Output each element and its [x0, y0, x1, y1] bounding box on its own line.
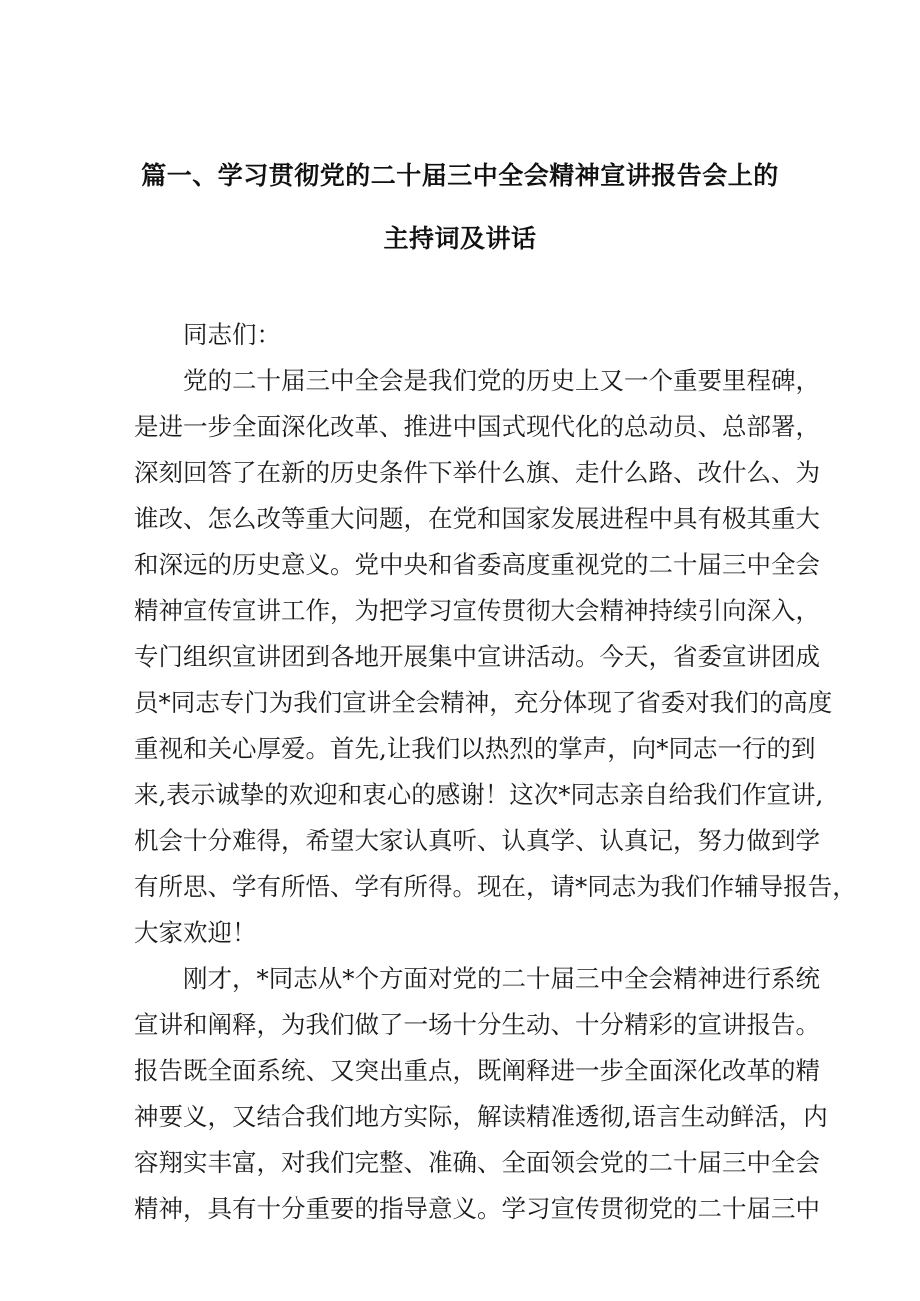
paragraph-line: 深刻回答了在新的历史条件下举什么旗、走什么路、改什么、为	[134, 458, 820, 487]
paragraph-line: 精神宣传宣讲工作，为把学习宣传贯彻大会精神持续引向深入，	[134, 596, 820, 625]
paragraph-line: 容翔实丰富，对我们完整、准确、全面领会党的二十届三中全会	[134, 1148, 820, 1177]
paragraph-line: 宣讲和阐释，为我们做了一场十分生动、十分精彩的宣讲报告。	[134, 1010, 820, 1039]
paragraph-line: 机会十分难得，希望大家认真听、认真学、认真记，努力做到学	[134, 826, 820, 855]
document-title-line-2: 主持词及讲话	[383, 224, 537, 253]
paragraph-line: 精神，具有十分重要的指导意义。学习宣传贯彻党的二十届三中	[134, 1194, 820, 1223]
paragraph-line: 大家欢迎！	[134, 918, 257, 947]
paragraph-line: 谁改、怎么改等重大问题，在党和国家发展进程中具有极其重大	[134, 504, 820, 533]
document-title-line-1: 篇一、学习贯彻党的二十届三中全会精神宣讲报告会上的	[141, 161, 779, 190]
paragraph-line: 是进一步全面深化改革、推进中国式现代化的总动员、总部署，	[134, 412, 820, 441]
paragraph-line: 专门组织宣讲团到各地开展集中宣讲活动。今天，省委宣讲团成	[134, 642, 820, 671]
paragraph-line: 重视和关心厚爱。首先,让我们以热烈的掌声，向*同志一行的到	[134, 734, 816, 763]
paragraph-line: 有所思、学有所悟、学有所得。现在，请*同志为我们作辅导报告，	[134, 872, 857, 901]
paragraph-line: 党的二十届三中全会是我们党的历史上又一个重要里程碑，	[183, 366, 820, 395]
paragraph-line: 员*同志专门为我们宣讲全会精神，充分体现了省委对我们的高度	[134, 688, 833, 717]
paragraph-line: 和深远的历史意义。党中央和省委高度重视党的二十届三中全会	[134, 550, 820, 579]
paragraph-line: 神要义，又结合我们地方实际，解读精准透彻,语言生动鲜活，内	[134, 1102, 828, 1131]
salutation: 同志们：	[183, 320, 281, 349]
paragraph-line: 来,表示诚挚的欢迎和衷心的感谢！这次*同志亲自给我们作宣讲,	[134, 780, 824, 809]
paragraph-line: 报告既全面系统、又突出重点，既阐释进一步全面深化改革的精	[134, 1056, 820, 1085]
paragraph-line: 刚才，*同志从*个方面对党的二十届三中全会精神进行系统	[183, 964, 820, 993]
